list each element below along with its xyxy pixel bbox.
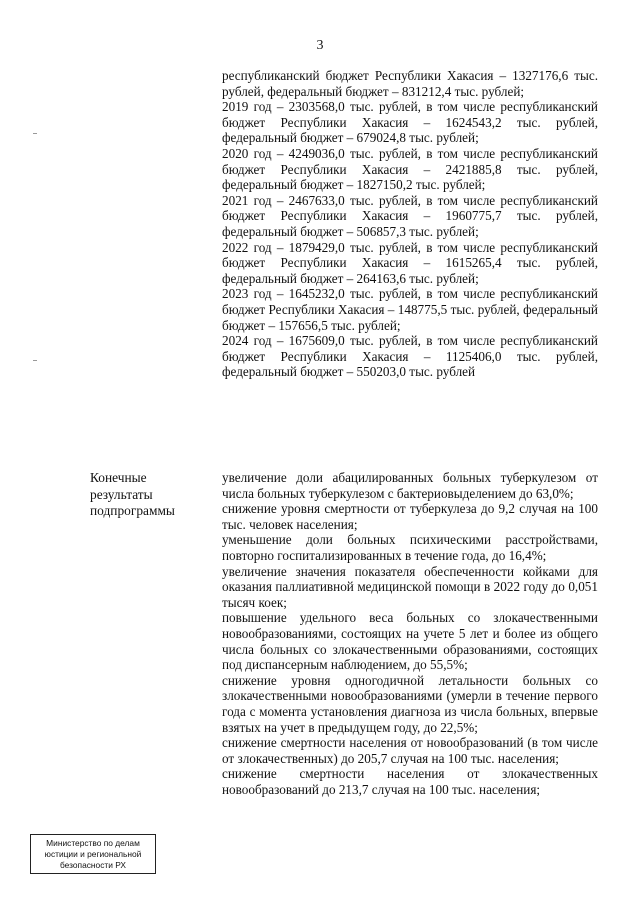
stamp-line: юстиции и региональной — [44, 849, 142, 859]
stamp-line: безопасности РХ — [59, 860, 127, 870]
funding-line-2021: 2021 год – 2467633,0 тыс. рублей, в том числе республиканский бюджет Республики Хакасия – 1960775,7 тыс. рублей, федеральный бюджет – 506857,3 тыс. рублей; — [222, 192, 598, 239]
stamp-line: Министерство по делам — [46, 838, 140, 848]
results-label-line: подпрограммы — [90, 503, 175, 518]
result-item: снижение смертности населения от новообразований (в том числе от злокачественных) до 205,7 случая на 100 тыс. населения; — [222, 735, 598, 766]
ministry-stamp — [30, 834, 156, 874]
result-item: снижение смертности населения от злокачественных новообразований до 213,7 случая на 100 тыс. населения; — [222, 766, 598, 797]
result-item: увеличение доли абацилированных больных туберкулезом от числа больных туберкулезом с бактериовыделением до 63,0%; — [222, 470, 598, 501]
funding-line-2020: 2020 год – 4249036,0 тыс. рублей, в том числе республиканский бюджет Республики Хакасия – 2421885,8 тыс. рублей, федеральный бюджет – 1827150,2 тыс. рублей; — [222, 145, 598, 193]
results-label-line: результаты — [90, 486, 153, 502]
funding-line: республиканский бюджет Республики Хакасия – 1327176,6 тыс. рублей, федеральный бюджет – 831212,4 тыс. рублей; — [222, 68, 598, 99]
margin-mark — [33, 360, 37, 361]
results-label-line: Конечные — [90, 470, 147, 485]
funding-line-2022: 2022 год – 1879429,0 тыс. рублей, в том числе республиканский бюджет Республики Хакасия – 1615265,4 тыс. рублей, федеральный бюджет – 264163,6 тыс. рублей; — [222, 239, 598, 286]
margin-mark — [33, 133, 37, 134]
result-item: повышение удельного веса больных со злокачественными новообразованиями, состоящих на учете 5 лет и более из общего числа больных со злокачественными образованиями, состоящих под диспансерным наблюдением, до 55,5%; — [222, 610, 598, 673]
funding-line-2023: 2023 год – 1645232,0 тыс. рублей, в том числе республиканский бюджет Республики Хакасия – 148775,5 тыс. рублей, федеральный бюджет – 157656,5 тыс. рублей; — [222, 286, 598, 333]
funding-line-2019: 2019 год – 2303568,0 тыс. рублей, в том числе республиканский бюджет Республики Хакасия – 1624543,2 тыс. рублей, федеральный бюджет – 679024,8 тыс. рублей; — [222, 99, 598, 146]
result-item: уменьшение доли больных психическими расстройствами, повторно госпитализированных в течение года, до 16,4%; — [222, 532, 598, 563]
page-number: 3 — [316, 38, 324, 53]
result-item: снижение уровня смертности от туберкулеза до 9,2 случая на 100 тыс. человек населения; — [222, 501, 598, 532]
result-item: снижение уровня одногодичной летальности больных со злокачественными новообразованиями (умерли в течение первого года с момента установления диагноза из числа больных, впервые взятых на учет в предыдущем году, до 22,5%; — [222, 672, 598, 735]
funding-section — [222, 68, 598, 380]
funding-line-2024: 2024 год – 1675609,0 тыс. рублей, в том числе республиканский бюджет Республики Хакасия – 1125406,0 тыс. рублей, федеральный бюджет – 550203,0 тыс. рублей — [222, 333, 598, 380]
result-item: увеличение значения показателя обеспеченности койками для оказания паллиативной медицинской помощи в 2022 году до 0,051 тысяч коек; — [222, 563, 598, 610]
results-list — [222, 470, 598, 797]
results-label — [90, 470, 200, 520]
